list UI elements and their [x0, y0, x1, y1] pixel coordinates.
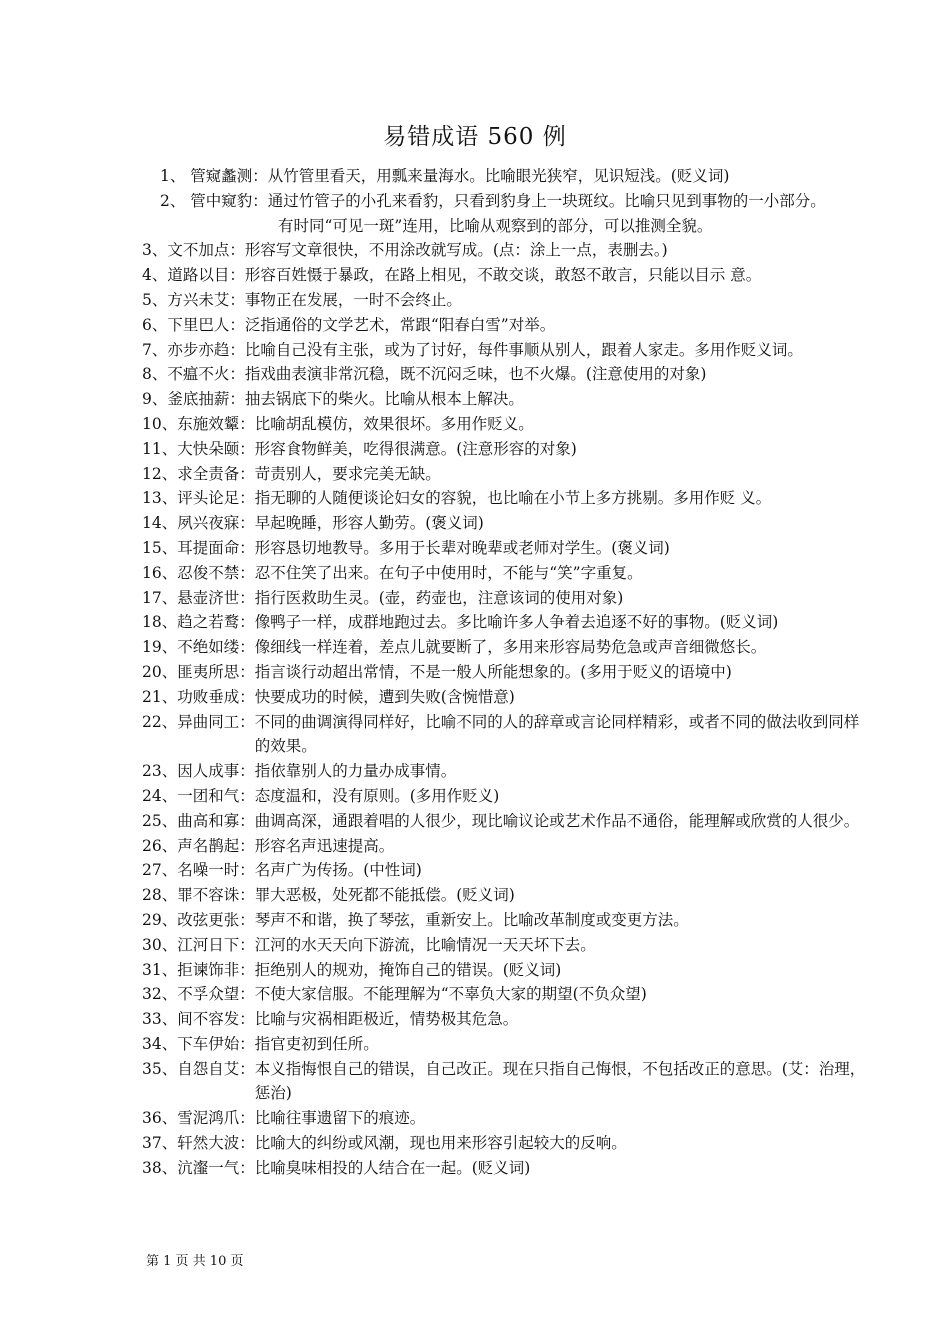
idiom-definition: 指依靠别人的力量办成事情。	[254, 762, 457, 781]
idiom-label: 8、不瘟不火：	[142, 365, 245, 384]
idiom-label: 37、轩然大波：	[142, 1134, 255, 1153]
list-item	[0, 858, 950, 883]
list-item	[0, 908, 950, 933]
idiom-definition: 形容百姓慑于暴政，在路上相见，不敢交谈，敢怒不敢言，只能以目示 意。	[244, 266, 762, 285]
idiom-definition: 不使大家信服。不能理解为“不辜负大家的期望(不负众望)	[254, 985, 647, 1004]
idiom-definition: 早起晚睡，形容人勤劳。(褒义词)	[254, 514, 484, 533]
idiom-label: 16、忍俊不禁：	[142, 563, 255, 582]
idiom-definition: 泛指通俗的文学艺术，常跟“阳春白雪”对举。	[244, 315, 556, 334]
idiom-definition: 指官吏初到任所。	[254, 1034, 379, 1053]
idiom-label: 4、道路以目：	[142, 266, 245, 285]
list-item	[0, 536, 950, 561]
list-item	[0, 164, 950, 189]
idiom-label: 33、间不容发：	[142, 1010, 255, 1029]
idiom-definition: 本义指悔恨自己的错误，自己改正。现在只指自己悔恨，不包括改正的意思。(艾：治理，惩治)	[254, 1059, 866, 1103]
idiom-label: 23、因人成事：	[142, 762, 255, 781]
idiom-label: 24、一团和气：	[142, 786, 255, 805]
idiom-label: 6、下里巴人：	[142, 315, 245, 334]
list-item	[0, 1007, 950, 1032]
idiom-definition: 态度温和，没有原则。(多用作贬义)	[254, 786, 500, 805]
idiom-label: 11、大快朵颐：	[142, 439, 255, 458]
idiom-definition: 指无聊的人随便谈论妇女的容貌，也比喻在小节上多方挑剔。多用作贬 义。	[254, 489, 772, 508]
idiom-label: 18、趋之若鹜：	[142, 613, 255, 632]
idiom-definition: 像鸭子一样，成群地跑过去。多比喻许多人争着去追逐不好的事物。(贬义词)	[254, 613, 779, 632]
idiom-label: 17、悬壶济世：	[142, 588, 255, 607]
idiom-definition: 比喻胡乱模仿，效果很坏。多用作贬义。	[254, 414, 534, 433]
list-item	[0, 462, 950, 487]
list-item	[0, 486, 950, 511]
idiom-list	[0, 164, 950, 1181]
idiom-label: 10、东施效颦：	[142, 414, 255, 433]
idiom-definition: 形容食物鲜美，吃得很满意。(注意形容的对象)	[254, 439, 577, 458]
idiom-definition: 抽去锅底下的柴火。比喻从根本上解决。	[244, 390, 524, 409]
idiom-definition: 名声广为传扬。(中性词)	[254, 861, 422, 880]
idiom-definition: 从竹管里看天，用瓢来量海水。比喻眼光狭窄，见识短浅。(贬义词)	[267, 167, 730, 185]
idiom-label: 28、罪不容诛：	[142, 886, 255, 905]
idiom-definition: 苛责别人，要求完美无缺。	[254, 464, 441, 483]
idiom-label: 22、异曲同工：	[142, 712, 255, 731]
idiom-label: 34、下车伊始：	[142, 1034, 255, 1053]
idiom-definition: 琴声不和谐，换了琴弦，重新安上。比喻改革制度或变更方法。	[254, 910, 689, 929]
idiom-label: 38、沆瀣一气：	[142, 1158, 255, 1177]
idiom-definition: 指行医救助生灵。(壶，药壶也，注意该词的使用对象)	[254, 588, 624, 607]
list-item	[0, 933, 950, 958]
idiom-label: 19、不绝如缕：	[142, 638, 255, 657]
list-item	[0, 834, 950, 859]
idiom-definition: 比喻与灾祸相距极近，情势极其危急。	[254, 1010, 519, 1029]
idiom-definition: 比喻臭味相投的人结合在一起。(贬义词)	[254, 1158, 531, 1177]
list-item	[0, 189, 950, 214]
idiom-definition: 形容恳切地教导。多用于长辈对晚辈或老师对学生。(褒义词)	[254, 538, 670, 557]
idiom-definition: 通过竹管子的小孔来看豹，只看到豹身上一块斑纹。比喻只见到事物的一小部分。	[267, 191, 826, 210]
document-title: 易错成语 560 例	[383, 124, 567, 150]
idiom-definition: 罪大恶极，处死都不能抵偿。(贬义词)	[254, 886, 515, 905]
idiom-definition: 不同的曲调演得同样好，比喻不同的人的辞章或言论同样精彩，或者不同的做法收到同样的效果。	[254, 712, 860, 756]
idiom-definition: 指戏曲表演非常沉稳，既不沉闷乏味，也不火爆。(注意使用的对象)	[244, 365, 707, 384]
idiom-label: 25、曲高和寡：	[142, 811, 255, 830]
idiom-label: 32、不孚众望：	[142, 985, 255, 1004]
idiom-definition: 像细线一样连着，差点儿就要断了，多用来形容局势危急或声音细微悠长。	[254, 638, 767, 657]
list-item	[0, 338, 950, 363]
idiom-label: 20、匪夷所思：	[142, 662, 255, 681]
idiom-definition: 形容写文章很快，不用涂改就写成。(点：涂上一点，表删去。)	[244, 241, 668, 260]
list-item	[0, 982, 950, 1007]
list-item	[0, 759, 950, 784]
idiom-definition: 比喻大的纠纷或风潮，现也用来形容引起较大的反响。	[254, 1134, 627, 1153]
list-item	[0, 883, 950, 908]
list-item	[0, 437, 950, 462]
list-item	[0, 1131, 950, 1156]
list-item	[0, 685, 950, 710]
idiom-label: 35、自怨自艾：	[142, 1059, 255, 1078]
idiom-label: 30、江河日下：	[142, 935, 255, 954]
page-number-footer: 第 1 页 共 10 页	[146, 1254, 244, 1269]
list-item	[0, 238, 950, 263]
list-item	[0, 313, 950, 338]
list-item	[0, 263, 950, 288]
list-item	[0, 809, 950, 834]
idiom-definition: 形容名声迅速提高。	[254, 836, 395, 855]
list-item	[0, 362, 950, 387]
idiom-label: 21、功败垂成：	[142, 687, 255, 706]
idiom-label: 12、求全责备：	[142, 464, 255, 483]
idiom-label: 13、评头论足：	[142, 489, 255, 508]
idiom-definition: 曲调高深，通跟着唱的人很少，现比喻议论或艺术作品不通俗，能理解或欣赏的人很少。	[254, 811, 860, 830]
idiom-label: 15、耳提面命：	[142, 538, 255, 557]
list-item	[0, 561, 950, 586]
idiom-definition: 比喻往事遗留下的痕迹。	[254, 1109, 426, 1128]
idiom-label: 1、 管窥蠡测：	[160, 167, 268, 185]
idiom-label: 5、方兴未艾：	[142, 290, 245, 309]
list-item	[0, 586, 950, 611]
idiom-label: 27、名噪一时：	[142, 861, 255, 880]
list-item	[0, 784, 950, 809]
list-item	[0, 288, 950, 313]
list-item	[0, 1156, 950, 1181]
list-item	[0, 1057, 950, 1107]
idiom-definition: 指言谈行动超出常情，不是一般人所能想象的。(多用于贬义的语境中)	[254, 662, 732, 681]
idiom-label: 29、改弦更张：	[142, 910, 255, 929]
list-item	[0, 635, 950, 660]
idiom-label: 36、雪泥鸿爪：	[142, 1109, 255, 1128]
list-item	[0, 412, 950, 437]
idiom-label: 2、 管中窥豹：	[160, 191, 268, 210]
list-item	[0, 610, 950, 635]
idiom-label: 9、釜底抽薪：	[142, 390, 245, 409]
list-item	[0, 511, 950, 536]
idiom-label: 31、拒谏饰非：	[142, 960, 255, 979]
list-item-continuation	[0, 214, 950, 239]
list-item	[0, 710, 950, 760]
idiom-label: 3、文不加点：	[142, 241, 245, 260]
idiom-definition: 拒绝别人的规劝，掩饰自己的错误。(贬义词)	[254, 960, 562, 979]
list-item	[0, 387, 950, 412]
idiom-definition: 事物正在发展，一时不会终止。	[244, 290, 462, 309]
idiom-definition: 忍不住笑了出来。在句子中使用时，不能与“笑”字重复。	[254, 563, 643, 582]
list-item	[0, 1106, 950, 1131]
idiom-label: 14、夙兴夜寐：	[142, 514, 255, 533]
idiom-label: 7、亦步亦趋：	[142, 340, 245, 359]
list-item	[0, 958, 950, 983]
idiom-definition: 江河的水天天向下游流，比喻情况一天天坏下去。	[254, 935, 596, 954]
idiom-label: 26、声名鹊起：	[142, 836, 255, 855]
idiom-definition: 快要成功的时候，遭到失败(含惋惜意)	[254, 687, 515, 706]
idiom-definition: 有时同“可见一斑”连用，比喻从观察到的部分，可以推测全貌。	[278, 216, 713, 235]
idiom-definition: 比喻自己没有主张，或为了讨好，每件事顺从别人，跟着人家走。多用作贬义词。	[244, 340, 803, 359]
list-item	[0, 1032, 950, 1057]
list-item	[0, 660, 950, 685]
